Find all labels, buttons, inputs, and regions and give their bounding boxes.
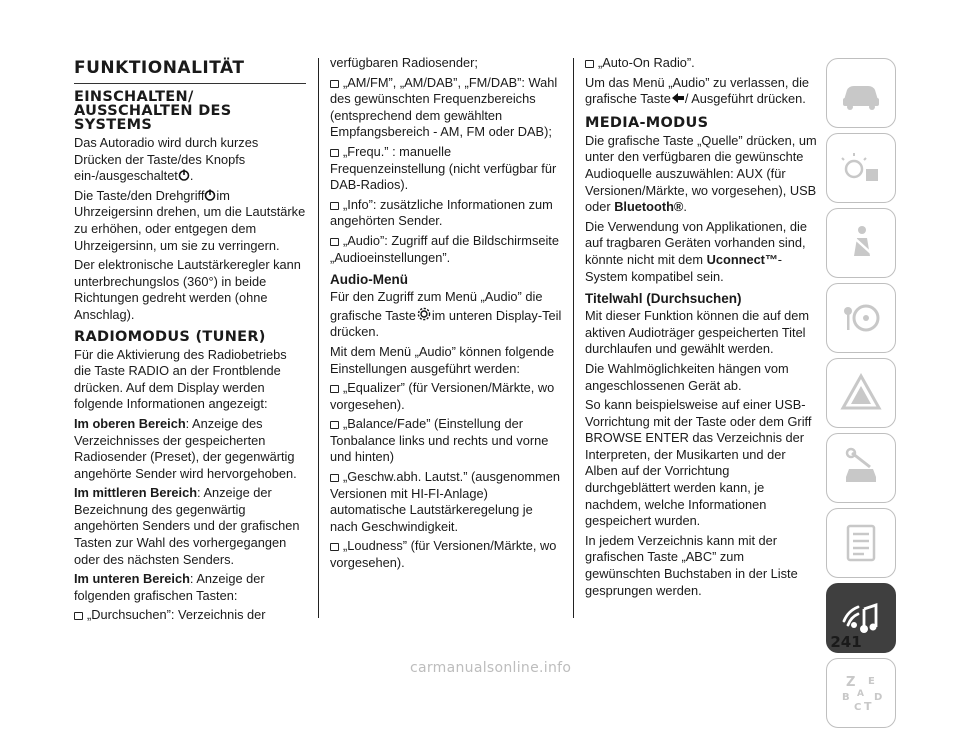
paragraph: Im mittleren Bereich: Anzeige der Bezeichnung des gegenwärtig angehörten Senders und der grafischen Tasten zur Wahl des vorhergegangen oder des nächsten Senders.: [74, 485, 300, 567]
paragraph: So kann beispielsweise auf einer USB-Vorrichtung mit der Taste oder dem Griff BROWSE ENTER das Verzeichnis der Interpreten, der Musikarten und der Alben auf der Vorrichtung durchgeblättert werden kann, je nachdem, welche Informationen gespeichert wurden.: [585, 397, 812, 529]
power-knob-icon: [204, 189, 216, 201]
tab-start-drive[interactable]: [826, 283, 896, 353]
list-item: „Geschw.abh. Lautst.” (ausgenommen Versionen mit HI-FI-Anlage) automatische Lautstärkeregelung je nach Geschwindigkeit.: [330, 469, 560, 534]
paragraph: Mit dem Menü „Audio” können folgende Einstellungen ausgeführt werden:: [330, 343, 555, 376]
tab-index[interactable]: [826, 658, 896, 728]
bullet-icon: [330, 474, 339, 482]
paragraph: In jedem Verzeichnis kann mit der grafischen Taste „ABC” zum gewünschten Buchstaben in der Liste gesprungen werden.: [585, 532, 798, 598]
index-letter: T: [864, 700, 872, 713]
list-item: „Balance/Fade” (Einstellung der Tonbalance links und rechts und vorne und hinten): [330, 416, 549, 465]
column-divider: [318, 58, 319, 618]
bullet-icon: [330, 421, 339, 429]
watermark: carmanualsonline.info: [410, 660, 572, 676]
paragraph: Das Autoradio wird durch kurzes Drücken der Taste/des Knopfs ein-/ausgeschaltet .: [74, 135, 259, 184]
index-letter: B: [842, 692, 850, 703]
subheading-title-selection: Titelwahl (Durchsuchen): [585, 291, 742, 307]
column-right: [585, 55, 817, 602]
list-item: „Frequ.” : manuelle Frequenzeinstellung (nicht verfügbar für DAB-Radios).: [330, 143, 557, 193]
paragraph: Für die Aktivierung des Radiobetriebs die Taste RADIO an der Frontblende drücken. Auf dem Display werden folgende Informationen angezeigt:: [74, 346, 287, 412]
bullet-icon: [330, 543, 339, 551]
bullet-icon: [330, 202, 339, 210]
paragraph: Im unteren Bereich: Anzeige der folgenden grafischen Tasten:: [74, 571, 265, 603]
paragraph: Im oberen Bereich: Anzeige des Verzeichnisses der gespeicherten Radiosender (Preset), der gegenwärtig angehörte Sender wird hervorgehoben.: [74, 415, 297, 481]
bullet-icon: [330, 80, 339, 88]
section-heading-power: EINSCHALTEN/ AUSSCHALTEN DES SYSTEMS: [74, 89, 232, 133]
index-letter: Z: [846, 675, 856, 690]
index-letter: A: [857, 689, 864, 699]
paragraph: Die Wahlmöglichkeiten hängen vom angeschlossenen Gerät ab.: [585, 360, 789, 393]
page-number: 241: [830, 633, 862, 651]
back-arrow-icon: [671, 92, 685, 104]
bullet-icon: [330, 385, 339, 393]
wrench-car-icon: [838, 445, 884, 491]
paragraph: Die grafische Taste „Quelle” drücken, um unter den verfügbaren die gewünschte Audioquelle auszuwählen: AUX (für Versionen/Märkte, wo vorgesehen), USB oder Bluetooth®.: [585, 132, 817, 215]
list-item: „Equalizer” (für Versionen/Märkte, wo vorgesehen).: [330, 380, 555, 412]
column-left: [74, 58, 306, 627]
list-item: „Durchsuchen”: Verzeichnis der: [74, 607, 306, 624]
bullet-icon: [330, 149, 339, 157]
paragraph: Für den Zugriff zum Menü „Audio” die grafische Taste im unteren Display-Teil drücken.: [330, 289, 562, 340]
index-letter: E: [868, 676, 875, 687]
warning-triangle-icon: [838, 370, 884, 416]
index-letter: D: [874, 692, 883, 703]
paragraph: Die Taste/den Drehgriff im Uhrzeigersinn drehen, um die Lautstärke zu erhöhen, oder entgegen dem Uhrzeigersinn, um sie zu verringern.: [74, 187, 306, 253]
tab-emergency[interactable]: [826, 358, 896, 428]
paragraph: Die Verwendung von Applikationen, die auf tragbaren Geräten vorhanden sind, könnte nicht mit dem Uconnect™-System kompatibel sein.: [585, 218, 807, 284]
page-title: FUNKTIONALITÄT: [74, 58, 306, 84]
gear-icon: [416, 306, 432, 322]
column-divider: [573, 58, 574, 618]
list-item: „Auto-On Radio”.: [585, 55, 817, 72]
paragraph: Mit dieser Funktion können die auf dem aktiven Audioträger gespeicherten Titel durchlaufen und gewählt werden.: [585, 308, 810, 357]
paragraph: verfügbaren Radiosender;: [330, 55, 478, 70]
paragraph: Um das Menü „Audio” zu verlassen, die grafische Taste / Ausgeführt drücken.: [585, 74, 810, 107]
section-heading-radio: RADIOMODUS (TUNER): [74, 328, 266, 345]
chapter-tabs: [826, 58, 896, 733]
car-icon: [838, 70, 884, 116]
steering-key-icon: [838, 295, 884, 341]
list-item: „Audio”: Zugriff auf die Bildschirmseite „Audioeinstellungen”.: [330, 232, 559, 265]
column-middle: [330, 55, 562, 575]
list-item: „Loudness” (für Versionen/Märkte, wo vorgesehen).: [330, 538, 557, 571]
tab-dashboard[interactable]: [826, 133, 896, 203]
power-knob-icon: [178, 169, 190, 181]
bullet-icon: [585, 60, 594, 68]
seatbelt-airbag-icon: [838, 220, 884, 266]
index-letter: C: [854, 702, 862, 713]
list-item: „Info”: zusätzliche Informationen zum angehörten Sender.: [330, 196, 553, 229]
list-item: „AM/FM”, „AM/DAB”, „FM/DAB”: Wahl des gewünschten Frequenzbereichs (entsprechend dem gewählten Empfangsbereich - AM, FM oder DAB);: [330, 74, 558, 140]
bullet-icon: [74, 612, 83, 620]
specs-list-icon: [838, 520, 884, 566]
tab-maintenance[interactable]: [826, 433, 896, 503]
subheading-audio-menu: Audio-Menü: [330, 272, 408, 288]
section-heading-media: MEDIA-MODUS: [585, 114, 709, 131]
index-letters-icon: [838, 670, 884, 716]
bullet-icon: [330, 238, 339, 246]
tab-safety[interactable]: [826, 208, 896, 278]
tab-technical-data[interactable]: [826, 508, 896, 578]
dashboard-warning-icon: [838, 145, 884, 191]
paragraph: Der elektronische Lautstärkeregler kann unterbrechungslos (360°) in beide Richtungen gedreht werden (ohne Anschlag).: [74, 257, 301, 322]
tab-car[interactable]: [826, 58, 896, 128]
